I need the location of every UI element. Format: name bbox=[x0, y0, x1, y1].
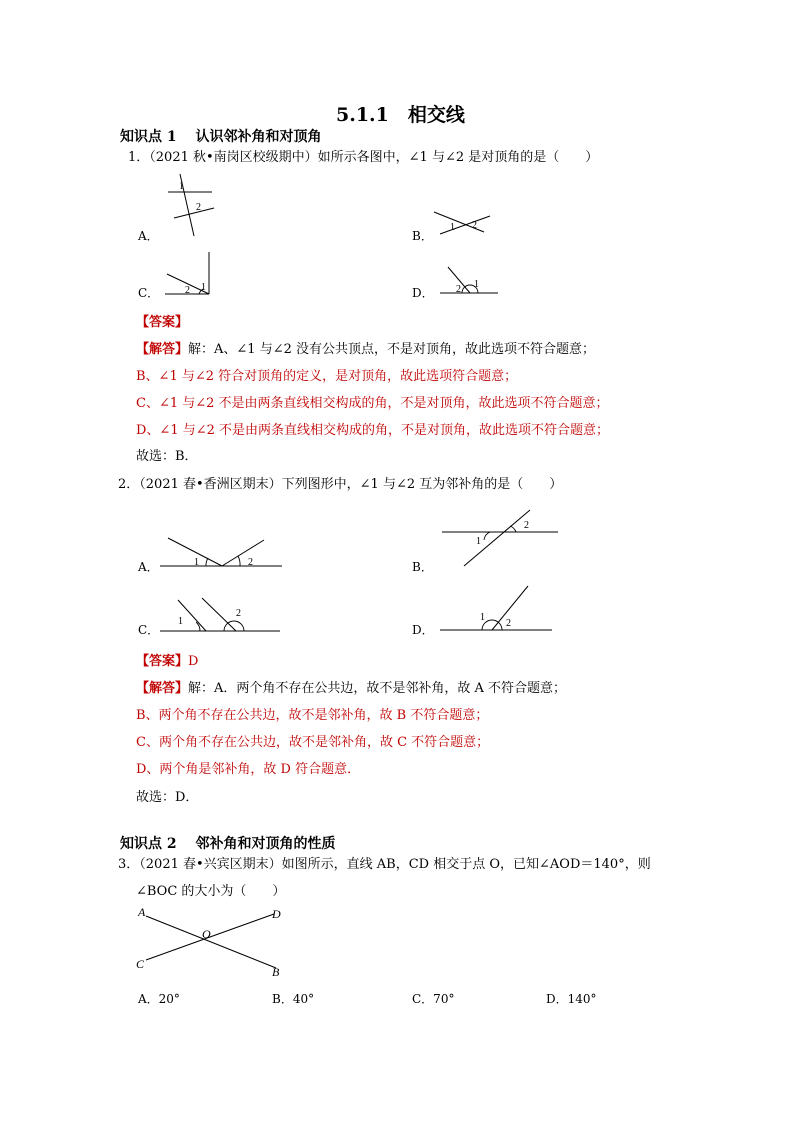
q2c-label-1: 1 bbox=[178, 616, 183, 627]
q1-figure-a bbox=[160, 172, 220, 242]
q1c-label-1: 1 bbox=[201, 282, 206, 293]
q1-explain-line-1 bbox=[136, 338, 595, 357]
q2-figure-b bbox=[440, 508, 560, 570]
q2-option-d: D． bbox=[412, 623, 434, 637]
q1-figure-d bbox=[440, 265, 502, 297]
q1b-label-1: 1 bbox=[450, 222, 455, 233]
q3-label-c: C bbox=[136, 957, 145, 971]
q2-figure-c bbox=[160, 596, 285, 636]
q1-answer bbox=[136, 311, 188, 330]
q1-answer-label: 【答案】 bbox=[136, 315, 189, 330]
q3-label-o: O bbox=[202, 927, 211, 941]
q3-option-d: D．140° bbox=[546, 992, 597, 1006]
q1-explain-label: 【解答】 bbox=[136, 342, 189, 357]
q2-explain-line-1 bbox=[136, 677, 566, 696]
q1-figure-b bbox=[432, 210, 492, 240]
q2-answer-label: 【答案】 bbox=[136, 654, 189, 669]
q1-figure-c bbox=[165, 252, 215, 298]
q2-choose: 故选：D． bbox=[136, 790, 199, 805]
kp2-label: 知识点 2 bbox=[120, 836, 177, 852]
q1-option-a: A． bbox=[138, 229, 159, 243]
q1a-label-2: 2 bbox=[196, 202, 201, 213]
q2d-label-1: 1 bbox=[480, 612, 485, 623]
q2-option-c: C． bbox=[138, 623, 160, 637]
q2b-label-2: 2 bbox=[524, 520, 529, 531]
q3-option-c: C．70° bbox=[412, 992, 455, 1006]
q1d-label-1: 1 bbox=[474, 279, 479, 290]
q2-answer bbox=[136, 650, 198, 669]
q3-label-b: B bbox=[272, 965, 280, 979]
q1-choose: 故选：B． bbox=[136, 449, 198, 464]
q2-explain-text-1: 解：A．两个角不存在公共边，故不是邻补角，故 A 不符合题意； bbox=[188, 681, 567, 696]
kp1-text: 认识邻补角和对顶角 bbox=[195, 129, 322, 145]
q1d-label-2: 2 bbox=[456, 284, 461, 295]
q1-explain-text-1: 解：A、∠1 与∠2 没有公共顶点，不是对顶角，故此选项不符合题意； bbox=[188, 342, 595, 357]
kp1-label: 知识点 1 bbox=[120, 129, 177, 145]
q1-option-b: B． bbox=[412, 229, 433, 243]
kp2-text: 邻补角和对顶角的性质 bbox=[195, 836, 336, 852]
knowledge-point-1 bbox=[120, 126, 322, 146]
q2a-label-2: 2 bbox=[248, 557, 253, 568]
q2-option-b: B． bbox=[412, 560, 433, 574]
knowledge-point-2 bbox=[120, 833, 336, 853]
q2-explain-line-4: D、两个角是邻补角，故 D 符合题意． bbox=[136, 762, 361, 777]
q1-explain-line-4: D、∠1 与∠2 不是由两条直线相交构成的角，不是对顶角，故此选项不符合题意； bbox=[136, 423, 610, 438]
q2b-label-1: 1 bbox=[476, 536, 481, 547]
q1-option-c: C． bbox=[138, 286, 160, 300]
q1-explain-line-2: B、∠1 与∠2 符合对顶角的定义，是对顶角，故此选项符合题意； bbox=[136, 369, 518, 384]
q2c-label-2: 2 bbox=[236, 608, 241, 619]
q3-option-b: B．40° bbox=[272, 992, 315, 1006]
q1-explain-line-3: C、∠1 与∠2 不是由两条直线相交构成的角，不是对顶角，故此选项不符合题意； bbox=[136, 396, 609, 411]
q2-explain-label: 【解答】 bbox=[136, 681, 189, 696]
page-title: 5.1.1 相交线 bbox=[336, 104, 465, 126]
q1-stem: 1．（2021 秋•南岗区校级期中）如所示各图中，∠1 与∠2 是对顶角的是（ ） bbox=[128, 150, 599, 165]
q1c-label-2: 2 bbox=[185, 285, 190, 296]
q3-stem-line-2: ∠BOC 的大小为（ ） bbox=[136, 884, 286, 899]
q3-label-a: A bbox=[138, 905, 146, 919]
q1b-label-2: 2 bbox=[472, 220, 477, 231]
q3-figure bbox=[136, 902, 296, 982]
q2d-label-2: 2 bbox=[506, 618, 511, 629]
q3-option-a: A．20° bbox=[138, 992, 180, 1006]
q2-figure-a bbox=[160, 534, 285, 574]
q1-option-d: D． bbox=[412, 286, 434, 300]
q1a-label-1: 1 bbox=[179, 181, 184, 192]
q3-label-d: D bbox=[272, 907, 281, 921]
q2a-label-1: 1 bbox=[194, 557, 199, 568]
q2-explain-line-3: C、两个角不存在公共边，故不是邻补角，故 C 不符合题意； bbox=[136, 735, 490, 750]
q3-stem-line-1: 3．（2021 春•兴宾区期末）如图所示，直线 AB，CD 相交于点 O，已知∠AOD＝140°，则 bbox=[118, 857, 651, 872]
q2-option-a: A． bbox=[138, 560, 159, 574]
q2-answer-value: D bbox=[188, 654, 199, 669]
q2-figure-d bbox=[440, 586, 555, 634]
q2-stem: 2．（2021 春•香洲区期末）下列图形中，∠1 与∠2 互为邻补角的是（ ） bbox=[118, 477, 563, 492]
q2-explain-line-2: B、两个角不存在公共边，故不是邻补角，故 B 不符合题意； bbox=[136, 708, 489, 723]
